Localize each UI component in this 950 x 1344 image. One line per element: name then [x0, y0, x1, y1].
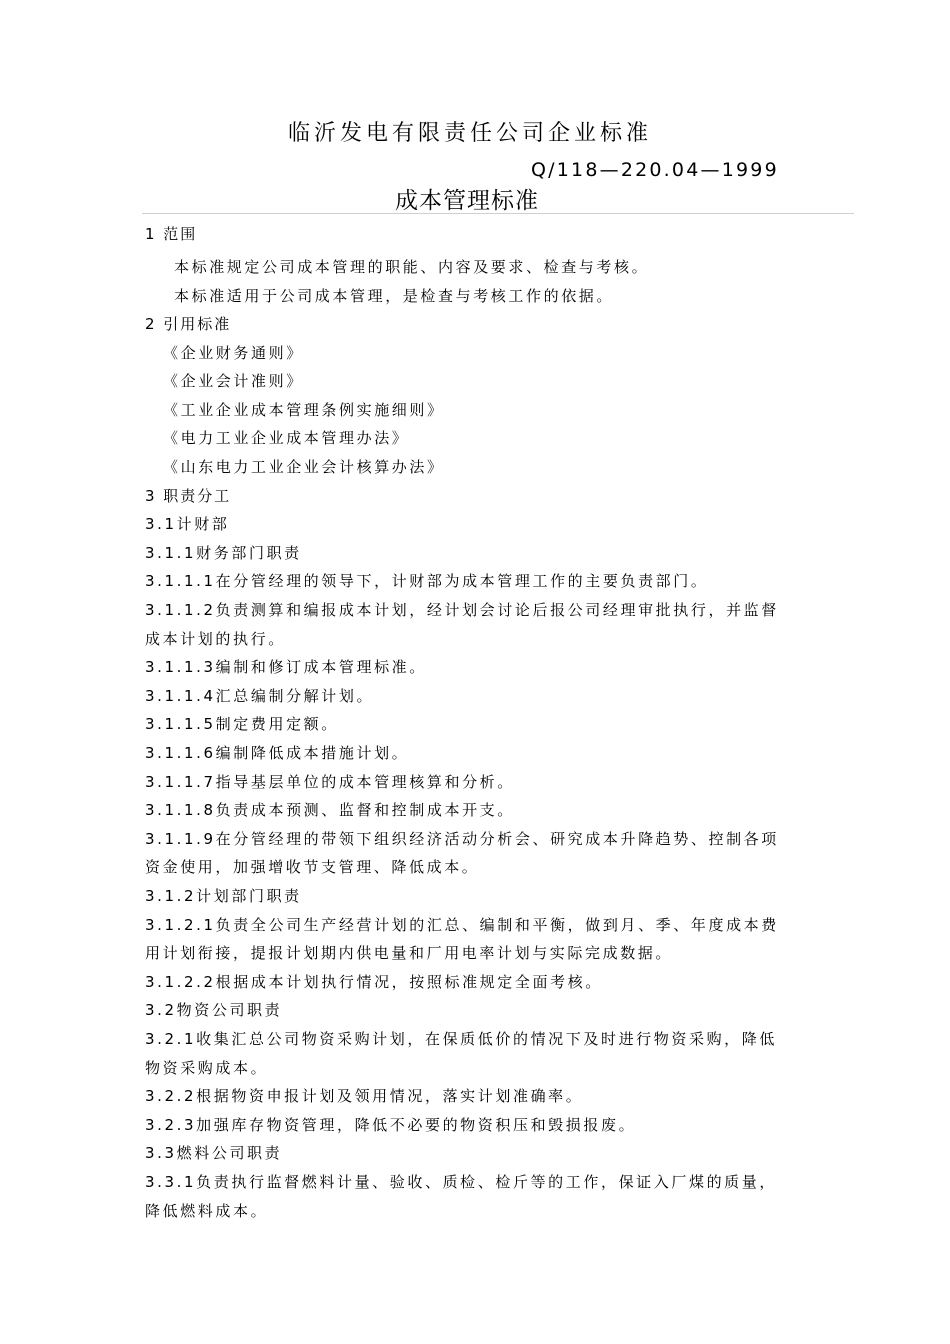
paragraph-line: 3.1计财部 [145, 515, 230, 533]
paragraph-line: 降低燃料成本。 [145, 1202, 269, 1220]
reference-item: 《山东电力工业企业会计核算办法》 [163, 458, 445, 476]
paragraph-line: 3.2.2根据物资申报计划及领用情况，落实计划准确率。 [145, 1087, 584, 1105]
paragraph-line: 3.1.2.2根据成本计划执行情况，按照标准规定全面考核。 [145, 973, 603, 991]
paragraph-line: 3.1.2.1负责全公司生产经营计划的汇总、编制和平衡，做到月、季、年度成本费 [145, 916, 779, 934]
paragraph-line: 3.2物资公司职责 [145, 1001, 283, 1019]
paragraph-line: 资金使用，加强增收节支管理、降低成本。 [145, 858, 480, 876]
reference-item: 《企业财务通则》 [163, 344, 304, 362]
section-heading: 1 范围 [145, 225, 198, 243]
reference-item: 《电力工业企业成本管理办法》 [163, 429, 410, 447]
reference-item: 《工业企业成本管理条例实施细则》 [163, 401, 445, 419]
paragraph-line: 3.1.1.5制定费用定额。 [145, 715, 339, 733]
paragraph-line: 本标准规定公司成本管理的职能、内容及要求、检查与考核。 [174, 258, 650, 276]
paragraph-line: 3.1.2计划部门职责 [145, 887, 302, 905]
section-heading: 2 引用标准 [145, 315, 232, 333]
paragraph-line: 3.1.1.7指导基层单位的成本管理核算和分析。 [145, 773, 515, 791]
paragraph-line: 3.1.1.6编制降低成本措施计划。 [145, 744, 410, 762]
standard-code: Q/118—220.04—1999 [531, 159, 779, 181]
paragraph-line: 成本计划的执行。 [145, 630, 286, 648]
paragraph-line: 物资采购成本。 [145, 1059, 269, 1077]
title-divider [142, 213, 854, 214]
paragraph-line: 用计划衔接，提报计划期内供电量和厂用电率计划与实际完成数据。 [145, 944, 674, 962]
paragraph-line: 3.1.1财务部门职责 [145, 544, 302, 562]
paragraph-line: 3.1.1.8负责成本预测、监督和控制成本开支。 [145, 801, 515, 819]
paragraph-line: 3.2.3加强库存物资管理，降低不必要的物资积压和毁损报废。 [145, 1116, 637, 1134]
section-heading: 3 职责分工 [145, 487, 232, 505]
reference-item: 《企业会计准则》 [163, 372, 304, 390]
paragraph-line: 3.3燃料公司职责 [145, 1144, 283, 1162]
paragraph-line: 3.1.1.1在分管经理的领导下，计财部为成本管理工作的主要负责部门。 [145, 572, 709, 590]
paragraph-line: 3.3.1负责执行监督燃料计量、验收、质检、检斤等的工作，保证入厂煤的质量， [145, 1173, 777, 1191]
document-title: 成本管理标准 [395, 188, 539, 214]
paragraph-line: 3.2.1收集汇总公司物资采购计划，在保质低价的情况下及时进行物资采购，降低 [145, 1030, 777, 1048]
paragraph-line: 3.1.1.4汇总编制分解计划。 [145, 687, 375, 705]
org-title: 临沂发电有限责任公司企业标准 [288, 121, 653, 146]
paragraph-line: 3.1.1.3编制和修订成本管理标准。 [145, 658, 427, 676]
paragraph-line: 3.1.1.9在分管经理的带领下组织经济活动分析会、研究成本升降趋势、控制各项 [145, 830, 779, 848]
paragraph-line: 3.1.1.2负责测算和编报成本计划，经计划会讨论后报公司经理审批执行，并监督 [145, 601, 779, 619]
paragraph-line: 本标准适用于公司成本管理，是检查与考核工作的依据。 [174, 287, 615, 305]
